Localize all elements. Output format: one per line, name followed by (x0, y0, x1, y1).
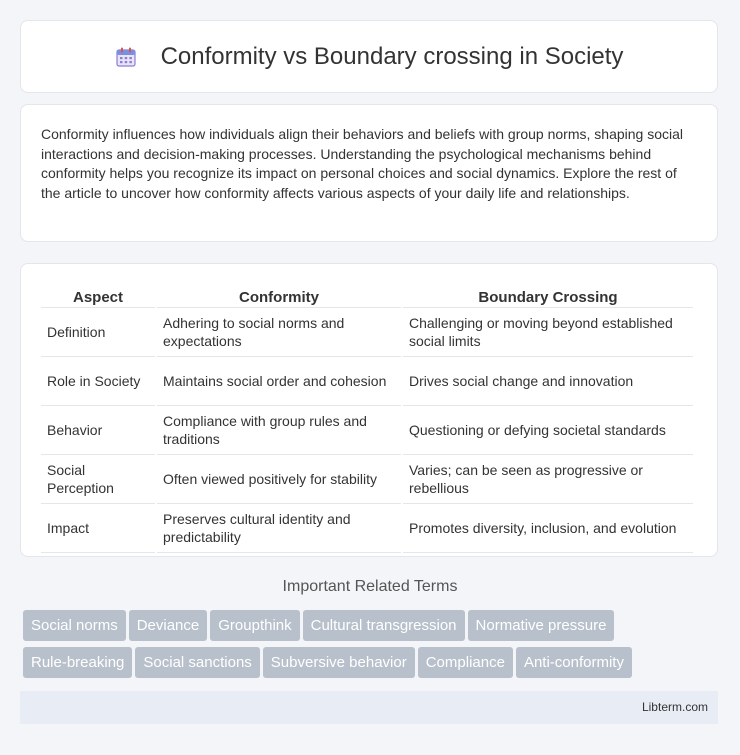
table-row (41, 455, 693, 504)
tag-cultural-transgression[interactable]: Cultural transgression (303, 610, 465, 641)
calendar-icon (115, 46, 137, 68)
table-cell: Preserves cultural identity and predictability (157, 504, 401, 553)
tag-social-sanctions[interactable]: Social sanctions (135, 647, 259, 678)
table-cell: Often viewed positively for stability (157, 455, 401, 504)
table-cell: Adhering to social norms and expectations (157, 308, 401, 357)
related-terms-title: Important Related Terms (282, 578, 458, 595)
intro-card (20, 104, 718, 242)
table-row (41, 504, 693, 553)
header-aspect: Aspect (41, 284, 155, 308)
header-conformity: Conformity (157, 284, 401, 308)
table-cell: Behavior (41, 406, 155, 455)
footer-link[interactable]: Libterm.com (641, 700, 708, 714)
tag-anti-conformity[interactable]: Anti-conformity (516, 647, 632, 678)
comparison-table-card (20, 263, 718, 557)
tag-subversive-behavior[interactable]: Subversive behavior (263, 647, 415, 678)
table-cell: Varies; can be seen as progressive or rebellious (403, 455, 693, 504)
table-cell: Compliance with group rules and traditions (157, 406, 401, 455)
footer (20, 691, 718, 724)
table-row (41, 308, 693, 357)
intro-text: Conformity influences how individuals align their behaviors and beliefs with group norms, shaping social interactions and decision-making processes. Understanding the psychological mechanisms behind conformity helps you recognize its impact on personal choices and social dynamics. Explore the rest of the article to uncover how conformity affects various aspects of your daily life and relationships. (41, 126, 684, 201)
title-card (20, 20, 718, 93)
table-cell: Promotes diversity, inclusion, and evolution (403, 504, 693, 553)
tag-groupthink[interactable]: Groupthink (210, 610, 299, 641)
comparison-table (39, 284, 695, 553)
table-cell: Drives social change and innovation (403, 357, 693, 406)
table-row (41, 406, 693, 455)
tag-normative-pressure[interactable]: Normative pressure (468, 610, 615, 641)
table-cell: Social Perception (41, 455, 155, 504)
tag-social-norms[interactable]: Social norms (23, 610, 126, 641)
table-cell: Maintains social order and cohesion (157, 357, 401, 406)
table-row (41, 357, 693, 406)
table-header-row (41, 284, 693, 308)
table-cell: Role in Society (41, 357, 155, 406)
table-cell: Questioning or defying societal standards (403, 406, 693, 455)
tag-rule-breaking[interactable]: Rule-breaking (23, 647, 132, 678)
header-boundary-crossing: Boundary Crossing (403, 284, 693, 308)
tag-compliance[interactable]: Compliance (418, 647, 513, 678)
tag-deviance[interactable]: Deviance (129, 610, 208, 641)
page-title: Conformity vs Boundary crossing in Society (160, 42, 624, 70)
table-cell: Definition (41, 308, 155, 357)
table-cell: Challenging or moving beyond established social limits (403, 308, 693, 357)
table-cell: Impact (41, 504, 155, 553)
related-terms-tags (23, 610, 723, 684)
